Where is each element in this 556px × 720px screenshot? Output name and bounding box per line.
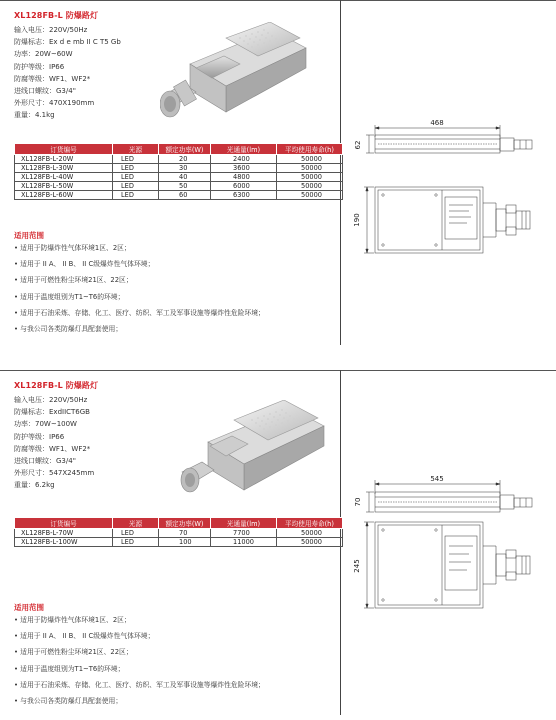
application-list (14, 612, 265, 709)
cell-lifetime: 50000 (277, 164, 343, 173)
spec-anticorrosion: 防腐等级：WF1、WF2* (14, 74, 91, 83)
section-top-rule (0, 0, 556, 1)
cell-flux: 6000 (211, 182, 277, 191)
list-item: • 适用于可燃性粉尘环境21区、22区； (14, 648, 133, 657)
spec-weight: 重量：6.2kg (14, 481, 55, 490)
cell-order-no: XL128FB-L-50W (15, 182, 113, 191)
spec-voltage: 输入电压：220V/50Hz (14, 396, 88, 404)
order-table (14, 517, 343, 547)
cell-light-source: LED (113, 529, 159, 538)
list-item: • 与我公司各类防爆灯具配套使用； (14, 325, 123, 334)
cell-power: 50 (159, 182, 211, 191)
dim-length-label: 468 (430, 119, 444, 127)
cell-power: 40 (159, 173, 211, 182)
spec-list (14, 24, 121, 122)
cell-light-source: LED (113, 164, 159, 173)
col-header-power: 额定功率(W) (159, 518, 211, 529)
cell-light-source: LED (113, 155, 159, 164)
cell-lifetime: 50000 (277, 182, 343, 191)
spec-power: 功率：70W~100W (14, 420, 77, 429)
cell-light-source: LED (113, 538, 159, 547)
product-section-2 (0, 370, 556, 715)
product-section-1 (0, 0, 556, 345)
cell-light-source: LED (113, 182, 159, 191)
spec-dimensions: 外形尺寸：470X190mm (14, 99, 95, 108)
cell-light-source: LED (113, 173, 159, 182)
table-row (15, 529, 343, 538)
col-header-light-source: 光源 (113, 144, 159, 155)
cell-power: 60 (159, 191, 211, 200)
application-heading: 适用范围 (14, 603, 44, 612)
col-header-flux: 光通量(lm) (211, 518, 277, 529)
street-lamp-image (160, 22, 310, 132)
cell-lifetime: 50000 (277, 191, 343, 200)
cell-power: 20 (159, 155, 211, 164)
dim-height-label: 70 (354, 497, 362, 507)
cell-flux: 4800 (211, 173, 277, 182)
table-row (15, 182, 343, 191)
spec-thread: 进线口螺纹：G3/4" (14, 87, 76, 96)
product-title: XL128FB-L 防爆路灯 (14, 11, 99, 20)
col-header-light-source: 光源 (113, 518, 159, 529)
street-lamp-image (178, 400, 328, 510)
col-header-lifetime: 平均使用寿命(h) (277, 518, 343, 529)
cell-flux: 11000 (211, 538, 277, 547)
application-heading: 适用范围 (14, 231, 44, 240)
cell-light-source: LED (113, 191, 159, 200)
cell-flux: 3600 (211, 164, 277, 173)
cell-lifetime: 50000 (277, 538, 343, 547)
spec-thread: 进线口螺纹：G3/4" (14, 457, 76, 466)
cell-order-no: XL128FB-L-20W (15, 155, 113, 164)
cell-flux: 2400 (211, 155, 277, 164)
list-item: • 适用于石油采炼、存储、化工、医疗、纺织、军工及军事设施等爆炸性危险环境； (14, 308, 265, 317)
cell-order-no: XL128FB-L-100W (15, 538, 113, 547)
dim-height-label: 62 (354, 140, 362, 150)
table-row (15, 191, 343, 200)
cell-lifetime: 50000 (277, 155, 343, 164)
spec-ex-mark: 防爆标志：Ex d e mb II C T5 Gb (14, 38, 121, 47)
list-item: • 与我公司各类防爆灯具配套使用； (14, 697, 123, 706)
col-header-flux: 光通量(lm) (211, 144, 277, 155)
cell-power: 100 (159, 538, 211, 547)
dimension-drawing (350, 115, 550, 265)
spec-power: 功率：20W~60W (14, 50, 73, 59)
dim-width-label: 245 (353, 559, 361, 573)
dim-width-label: 190 (353, 213, 361, 227)
col-header-order-no: 订货编号 (15, 144, 113, 155)
list-item: • 适用于温度组别为T1~T6的环境； (14, 292, 125, 301)
table-row (15, 538, 343, 547)
list-item: • 适用于温度组别为T1~T6的环境； (14, 664, 125, 673)
list-item: • 适用于 II A、 II B、 II C级爆炸性气体环境； (14, 632, 155, 641)
cell-power: 70 (159, 529, 211, 538)
list-item: • 适用于 II A、 II B、 II C级爆炸性气体环境； (14, 260, 155, 269)
spec-anticorrosion: 防腐等级：WF1、WF2* (14, 444, 91, 453)
cell-lifetime: 50000 (277, 173, 343, 182)
list-item: • 适用于防爆炸性气体环境1区、2区； (14, 616, 131, 624)
cell-order-no: XL128FB-L-40W (15, 173, 113, 182)
col-header-power: 额定功率(W) (159, 144, 211, 155)
list-item: • 适用于防爆炸性气体环境1区、2区； (14, 244, 131, 252)
cell-flux: 6300 (211, 191, 277, 200)
col-header-order-no: 订货编号 (15, 518, 113, 529)
cell-order-no: XL128FB-L-70W (15, 529, 113, 538)
col-header-lifetime: 平均使用寿命(h) (277, 144, 343, 155)
table-row (15, 164, 343, 173)
spec-ex-mark: 防爆标志：ExdIICT6GB (14, 408, 90, 417)
application-list (14, 240, 265, 337)
spec-list (14, 394, 94, 492)
table-row (15, 155, 343, 164)
cell-order-no: XL128FB-L-30W (15, 164, 113, 173)
cell-order-no: XL128FB-L-60W (15, 191, 113, 200)
spec-voltage: 输入电压：220V/50Hz (14, 26, 88, 34)
spec-weight: 重量：4.1kg (14, 111, 55, 120)
dimension-drawing (350, 474, 550, 614)
cell-lifetime: 50000 (277, 529, 343, 538)
dim-length-label: 545 (430, 475, 444, 483)
spec-dimensions: 外形尺寸：547X245mm (14, 469, 95, 478)
section-top-rule (0, 370, 556, 371)
cell-flux: 7700 (211, 529, 277, 538)
spec-ip: 防护等级：IP66 (14, 62, 65, 71)
table-row (15, 173, 343, 182)
product-title: XL128FB-L 防爆路灯 (14, 381, 99, 390)
list-item: • 适用于可燃性粉尘环境21区、22区； (14, 276, 133, 285)
cell-power: 30 (159, 164, 211, 173)
spec-ip: 防护等级：IP66 (14, 432, 65, 441)
list-item: • 适用于石油采炼、存储、化工、医疗、纺织、军工及军事设施等爆炸性危险环境； (14, 680, 265, 689)
order-table (14, 143, 343, 200)
